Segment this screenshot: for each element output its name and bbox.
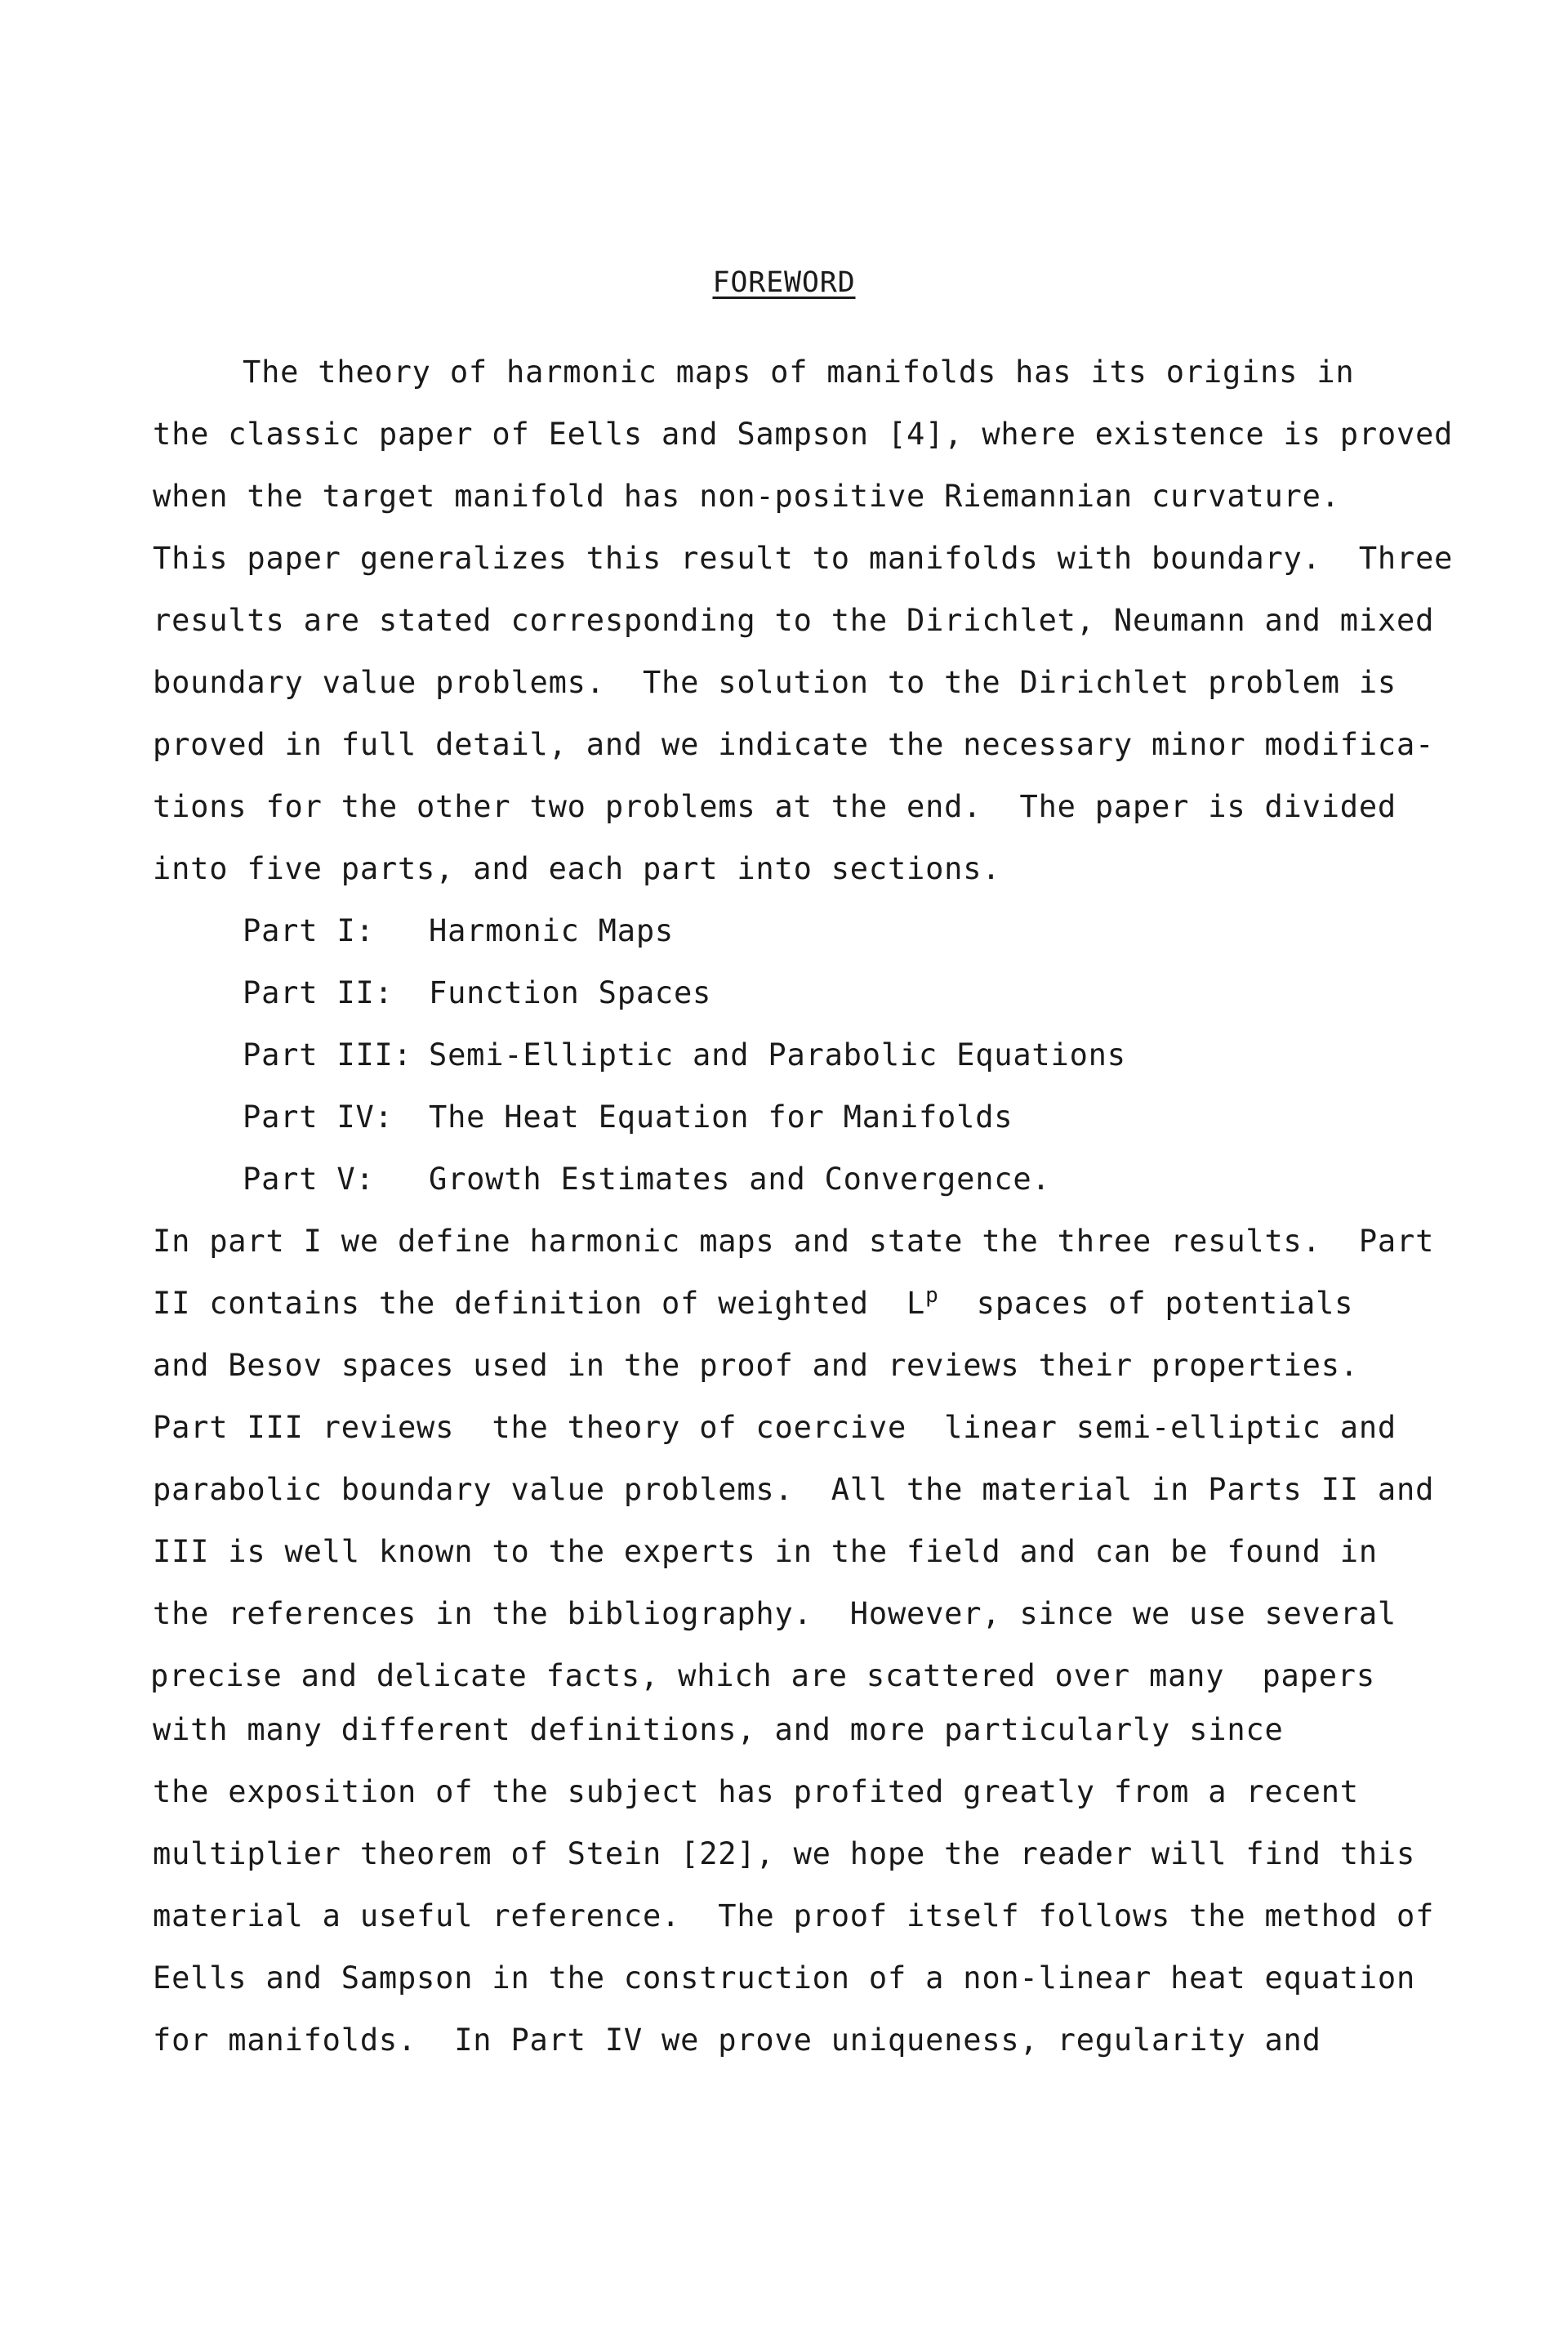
part-label: Part V:	[243, 1162, 375, 1197]
body-line	[153, 1283, 1354, 1325]
part-label: Part II:	[243, 975, 394, 1010]
body-line-text: II contains the definition of weighted L	[153, 1286, 926, 1321]
intro-line: The theory of harmonic maps of manifolds has its origins in	[243, 355, 1355, 390]
body-line: and Besov spaces used in the proof and reviews their properties.	[153, 1348, 1359, 1383]
body-line: parabolic boundary value problems. All the material in Parts II and	[153, 1472, 1435, 1507]
intro-line: This paper generalizes this result to manifolds with boundary. Three	[153, 541, 1454, 576]
intro-line: when the target manifold has non-positive Riemannian curvature.	[153, 479, 1340, 514]
intro-line: results are stated corresponding to the Dirichlet, Neumann and mixed	[153, 603, 1435, 638]
body-line: the references in the bibliography. However, since we use several	[153, 1596, 1397, 1631]
part-title: Growth Estimates and Convergence.	[429, 1162, 1051, 1197]
intro-line: the classic paper of Eells and Sampson [4], where existence is proved	[153, 417, 1454, 452]
intro-line: boundary value problems. The solution to the Dirichlet problem is	[153, 665, 1397, 700]
superscript-p: p	[925, 1283, 939, 1308]
intro-line: into five parts, and each part into sections.	[153, 851, 1001, 886]
body-line: precise and delicate facts, which are scattered over many papers	[150, 1658, 1375, 1693]
body-line: the exposition of the subject has profited greatly from a recent	[153, 1774, 1359, 1809]
part-title: Semi-Elliptic and Parabolic Equations	[429, 1037, 1126, 1073]
part-title: The Heat Equation for Manifolds	[429, 1099, 1013, 1135]
body-line: III is well known to the experts in the field and can be found in	[153, 1534, 1378, 1569]
body-line: In part I we define harmonic maps and state the three results. Part	[153, 1224, 1435, 1259]
body-line: Eells and Sampson in the construction of a non-linear heat equation	[153, 1960, 1416, 1996]
page-title: FOREWORD	[712, 266, 856, 299]
body-line-text: spaces of potentials	[938, 1286, 1354, 1321]
part-title: Harmonic Maps	[429, 913, 674, 948]
body-line: multiplier theorem of Stein [22], we hope the reader will find this	[153, 1836, 1416, 1871]
part-label: Part III:	[243, 1037, 412, 1073]
intro-line: tions for the other two problems at the end. The paper is divided	[153, 789, 1397, 824]
body-line: Part III reviews the theory of coercive linear semi-elliptic and	[153, 1410, 1397, 1445]
body-line: material a useful reference. The proof itself follows the method of	[153, 1898, 1435, 1933]
body-line: with many different definitions, and more particularly since	[153, 1712, 1284, 1747]
part-label: Part IV:	[243, 1099, 394, 1135]
part-title: Function Spaces	[429, 975, 712, 1010]
body-line: for manifolds. In Part IV we prove uniqueness, regularity and	[153, 2023, 1321, 2058]
part-label: Part I:	[243, 913, 375, 948]
intro-line: proved in full detail, and we indicate the necessary minor modifica-	[153, 727, 1435, 762]
